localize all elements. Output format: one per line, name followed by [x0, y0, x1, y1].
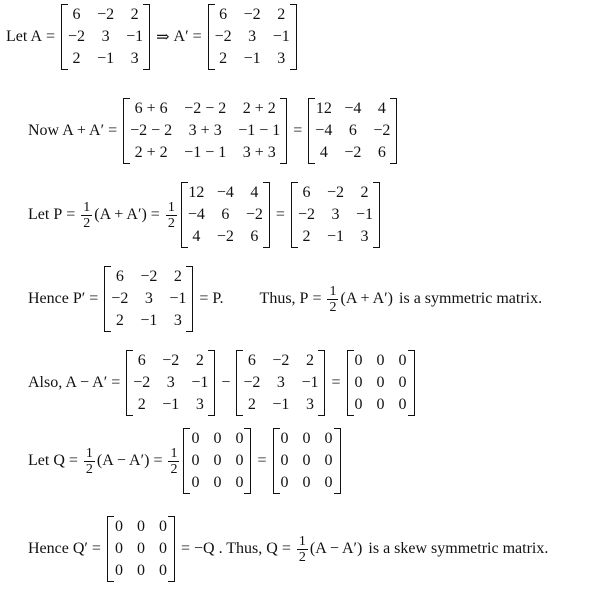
bracket-corner [168, 581, 174, 582]
matrix-a [126, 350, 215, 416]
bracket-corner [390, 163, 396, 164]
skew-conclusion: is a skew symmetric matrix. [368, 540, 549, 557]
matrix-cell: 0 [376, 374, 385, 391]
label-also: Also, A − A′ [28, 374, 108, 391]
matrix-cell: −2 [111, 290, 129, 307]
bracket-corner [184, 428, 190, 429]
matrix-sum [181, 182, 270, 248]
symmetric-conclusion: is a symmetric matrix. [399, 290, 543, 307]
matrix-cell: 0 [280, 452, 289, 469]
matrix-cell: 0 [114, 540, 123, 557]
matrix-cell: −4 [187, 206, 205, 223]
matrix-cell: 0 [280, 474, 289, 491]
matrix-cell: 12 [315, 100, 332, 117]
fraction-half: $\frac{1}{2}$ [298, 533, 306, 565]
matrix-cell: 0 [354, 352, 363, 369]
matrix-cell: −4 [315, 122, 333, 139]
matrix-cell: 2 + 2 [242, 100, 276, 117]
matrix-cell: −1 [272, 28, 290, 45]
line-define-q: Let Q = $\frac{1}{2}$ (A − A′) = $\frac{1}{2}$ 0 0 0 0 0 0 0 0 0 = 0 0 0 0 0 0 0 0 0 [28, 428, 343, 494]
matrix-cell: 3 [276, 374, 285, 391]
matrix-cell: −1 [162, 396, 180, 413]
matrix-cell: 0 [302, 430, 311, 447]
matrix-cell: −2 [68, 28, 86, 45]
matrix-cell: 0 [398, 396, 407, 413]
bracket-corner [127, 350, 133, 351]
matrix-cell: −2 [297, 206, 315, 223]
matrix-cell: −2 [97, 6, 115, 23]
matrix-cell: 4 [192, 228, 201, 245]
matrix-cell: 0 [235, 474, 244, 491]
bracket-corner [290, 69, 296, 70]
bracket-corner [62, 4, 68, 5]
bracket-corner [244, 493, 250, 494]
matrix-cell: 6 [72, 6, 81, 23]
matrix-a-transpose [208, 4, 297, 70]
matrix-cell: 0 [398, 352, 407, 369]
line-define-a: Let A = 6 −2 2 −2 3 −1 2 −1 3 ⇒ A′ = 6 −2 2 −2 3 −1 2 −1 3 [6, 4, 299, 70]
matrix-cell: −2 − 2 [184, 100, 227, 117]
matrix-cell: 0 [324, 452, 333, 469]
bracket-corner [237, 350, 243, 351]
bracket-corner [108, 516, 114, 517]
bracket-corner [408, 415, 414, 416]
fraction-half: $\frac{1}{2}$ [170, 445, 178, 477]
matrix-cell: −1 [97, 50, 115, 67]
matrix-cell: 0 [136, 518, 145, 535]
matrix-cell: 0 [376, 352, 385, 369]
matrix-cell: −2 [373, 122, 391, 139]
bracket-corner [318, 350, 324, 351]
matrix-cell: 2 [130, 6, 139, 23]
matrix-sum-expression [123, 98, 287, 164]
matrix-cell: 0 [191, 474, 200, 491]
bracket-corner [390, 98, 396, 99]
matrix-cell: −1 [301, 374, 319, 391]
matrix-q-transpose [107, 516, 175, 582]
bracket-corner [274, 428, 280, 429]
matrix-cell: 12 [188, 184, 205, 201]
bracket-corner [348, 350, 354, 351]
matrix-cell: 0 [280, 430, 289, 447]
matrix-cell: 2 [360, 184, 369, 201]
bracket-corner [237, 415, 243, 416]
bracket-corner [124, 98, 130, 99]
matrix-p-transpose [104, 266, 193, 332]
line-define-p: Let P = $\frac{1}{2}$ (A + A′) = $\frac{1}{2}$ 12 −4 4 −4 6 −2 4 −2 6 = 6 −2 2 −2 3 −1 2 −1 3 [28, 182, 382, 248]
bracket-corner [309, 98, 315, 99]
matrix-cell: 0 [376, 396, 385, 413]
matrix-sum [308, 98, 397, 164]
bracket-corner [290, 4, 296, 5]
bracket-corner [334, 493, 340, 494]
matrix-cell: −1 [272, 396, 290, 413]
bracket-corner [182, 247, 188, 248]
matrix-cell: 6 + 6 [134, 100, 168, 117]
bracket-corner [143, 4, 149, 5]
matrix-cell: 2 [173, 268, 182, 285]
matrix-cell: 3 [331, 206, 340, 223]
fraction-half: $\frac{1}{2}$ [167, 199, 175, 231]
matrix-cell: 0 [158, 518, 167, 535]
bracket-corner [209, 4, 215, 5]
matrix-cell: −1 − 1 [184, 144, 227, 161]
matrix-cell: −1 [356, 206, 374, 223]
fraction-half: $\frac{1}{2}$ [329, 283, 337, 315]
matrix-cell: 6 [221, 206, 230, 223]
matrix-cell: 0 [136, 562, 145, 579]
matrix-cell: 6 [137, 352, 146, 369]
matrix-cell: 2 [247, 396, 256, 413]
bracket-corner [209, 69, 215, 70]
matrix-cell: −2 [344, 144, 362, 161]
matrix-cell: 2 [137, 396, 146, 413]
bracket-corner [62, 69, 68, 70]
matrix-cell: 6 [247, 352, 256, 369]
bracket-corner [263, 182, 269, 183]
matrix-cell: 6 [219, 6, 228, 23]
matrix-cell: 0 [302, 452, 311, 469]
matrix-cell: −2 [272, 352, 290, 369]
matrix-cell: 4 [377, 100, 386, 117]
matrix-cell: 0 [398, 374, 407, 391]
matrix-cell: −2 [216, 228, 234, 245]
bracket-corner [105, 331, 111, 332]
fraction-half: $\frac{1}{2}$ [85, 445, 93, 477]
bracket-corner [280, 98, 286, 99]
fraction-half: $\frac{1}{2}$ [83, 199, 91, 231]
matrix-cell: 2 [219, 50, 228, 67]
matrix-cell: 4 [319, 144, 328, 161]
matrix-cell: 3 [248, 28, 257, 45]
matrix-cell: 3 [101, 28, 110, 45]
matrix-cell: 6 [348, 122, 357, 139]
bracket-corner [263, 247, 269, 248]
bracket-corner [108, 581, 114, 582]
line-sum: Now A + A′ = 6 + 6 −2 − 2 2 + 2 −2 − 2 3 + 3 −1 − 1 2 + 2 −1 − 1 3 + 3 = 12 −4 4 −4 6 −2 4 −2 6 [28, 98, 399, 164]
bracket-corner [208, 415, 214, 416]
matrix-cell: 2 [195, 352, 204, 369]
bracket-corner [168, 516, 174, 517]
label-let-p: Let P [28, 206, 63, 223]
label-let-a: Let A [6, 28, 42, 45]
matrix-cell: −1 − 1 [238, 122, 281, 139]
matrix-cell: −2 [140, 268, 158, 285]
matrix-q [273, 428, 341, 494]
matrix-cell: 0 [158, 540, 167, 557]
matrix-cell: 0 [302, 474, 311, 491]
line-difference: Also, A − A′ = 6 −2 2 −2 3 −1 2 −1 3 − 6 −2 2 −2 3 −1 2 −1 3 = 0 0 0 0 0 0 0 0 0 [28, 350, 417, 416]
bracket-corner [182, 182, 188, 183]
bracket-corner [124, 163, 130, 164]
matrix-cell: 2 [305, 352, 314, 369]
matrix-cell: −2 [326, 184, 344, 201]
matrix-cell: 0 [235, 430, 244, 447]
matrix-cell: −2 [214, 28, 232, 45]
matrix-cell: 3 [277, 50, 286, 67]
matrix-cell: −1 [169, 290, 187, 307]
matrix-p [291, 182, 380, 248]
bracket-corner [334, 428, 340, 429]
bracket-corner [292, 182, 298, 183]
matrix-cell: −1 [326, 228, 344, 245]
line-q-skew: Hence Q′ = 0 0 0 0 0 0 0 0 0 = −Q . Thus, Q = $\frac{1}{2}$ (A − A′) is a skew symmetric matrix. [28, 516, 548, 582]
matrix-cell: −2 [162, 352, 180, 369]
bracket-corner [373, 247, 379, 248]
bracket-corner [186, 266, 192, 267]
matrix-cell: −2 [243, 6, 261, 23]
matrix-a [61, 4, 150, 70]
bracket-corner [373, 182, 379, 183]
matrix-cell: 0 [191, 452, 200, 469]
matrix-cell: 0 [324, 430, 333, 447]
matrix-cell: 3 [173, 312, 182, 329]
matrix-cell: 2 [302, 228, 311, 245]
matrix-cell: 3 [130, 50, 139, 67]
bracket-corner [309, 163, 315, 164]
matrix-cell: 0 [136, 540, 145, 557]
matrix-cell: 6 [115, 268, 124, 285]
bracket-corner [105, 266, 111, 267]
bracket-corner [127, 415, 133, 416]
matrix-cell: −4 [344, 100, 362, 117]
matrix-cell: 0 [191, 430, 200, 447]
matrix-cell: 2 [115, 312, 124, 329]
matrix-cell: 0 [213, 452, 222, 469]
label-let-q: Let Q [28, 452, 65, 469]
matrix-cell: 6 [377, 144, 386, 161]
matrix-cell: 0 [158, 562, 167, 579]
bracket-corner [318, 415, 324, 416]
matrix-a-transpose [236, 350, 325, 416]
matrix-cell: −2 [245, 206, 263, 223]
matrix-cell: 6 [250, 228, 259, 245]
matrix-cell: 2 [72, 50, 81, 67]
matrix-cell: 3 [144, 290, 153, 307]
matrix-cell: 0 [354, 374, 363, 391]
matrix-cell: −1 [191, 374, 209, 391]
bracket-corner [143, 69, 149, 70]
matrix-zero [183, 428, 251, 494]
matrix-cell: 0 [235, 452, 244, 469]
bracket-corner [274, 493, 280, 494]
matrix-cell: 3 [360, 228, 369, 245]
matrix-cell: 0 [114, 562, 123, 579]
matrix-cell: −1 [140, 312, 158, 329]
matrix-cell: 3 + 3 [188, 122, 222, 139]
matrix-cell: 6 [302, 184, 311, 201]
bracket-corner [208, 350, 214, 351]
bracket-corner [280, 163, 286, 164]
matrix-cell: −2 [133, 374, 151, 391]
matrix-cell: 3 [305, 396, 314, 413]
matrix-cell: 4 [250, 184, 259, 201]
matrix-cell: −4 [216, 184, 234, 201]
matrix-cell: 2 [277, 6, 286, 23]
bracket-corner [244, 428, 250, 429]
matrix-cell: 3 [195, 396, 204, 413]
matrix-cell: 0 [354, 396, 363, 413]
matrix-cell: 3 + 3 [242, 144, 276, 161]
matrix-cell: 0 [213, 474, 222, 491]
matrix-zero [347, 350, 415, 416]
matrix-cell: 2 + 2 [134, 144, 168, 161]
matrix-cell: 0 [114, 518, 123, 535]
matrix-cell: −1 [126, 28, 144, 45]
bracket-corner [348, 415, 354, 416]
matrix-cell: −2 − 2 [130, 122, 173, 139]
label-hence-q: Hence Q′ [28, 540, 88, 557]
line-p-symmetric: Hence P′ = 6 −2 2 −2 3 −1 2 −1 3 = P. Thus, P = $\frac{1}{2}$ (A + A′) is a symmetric matrix. [28, 266, 542, 332]
matrix-cell: 3 [166, 374, 175, 391]
bracket-corner [408, 350, 414, 351]
matrix-cell: −1 [243, 50, 261, 67]
matrix-cell: 0 [213, 430, 222, 447]
bracket-corner [292, 247, 298, 248]
matrix-cell: 0 [324, 474, 333, 491]
matrix-cell: −2 [243, 374, 261, 391]
label-hence-p: Hence P′ [28, 290, 86, 307]
label-now: Now A + A′ [28, 122, 105, 139]
bracket-corner [184, 493, 190, 494]
bracket-corner [186, 331, 192, 332]
